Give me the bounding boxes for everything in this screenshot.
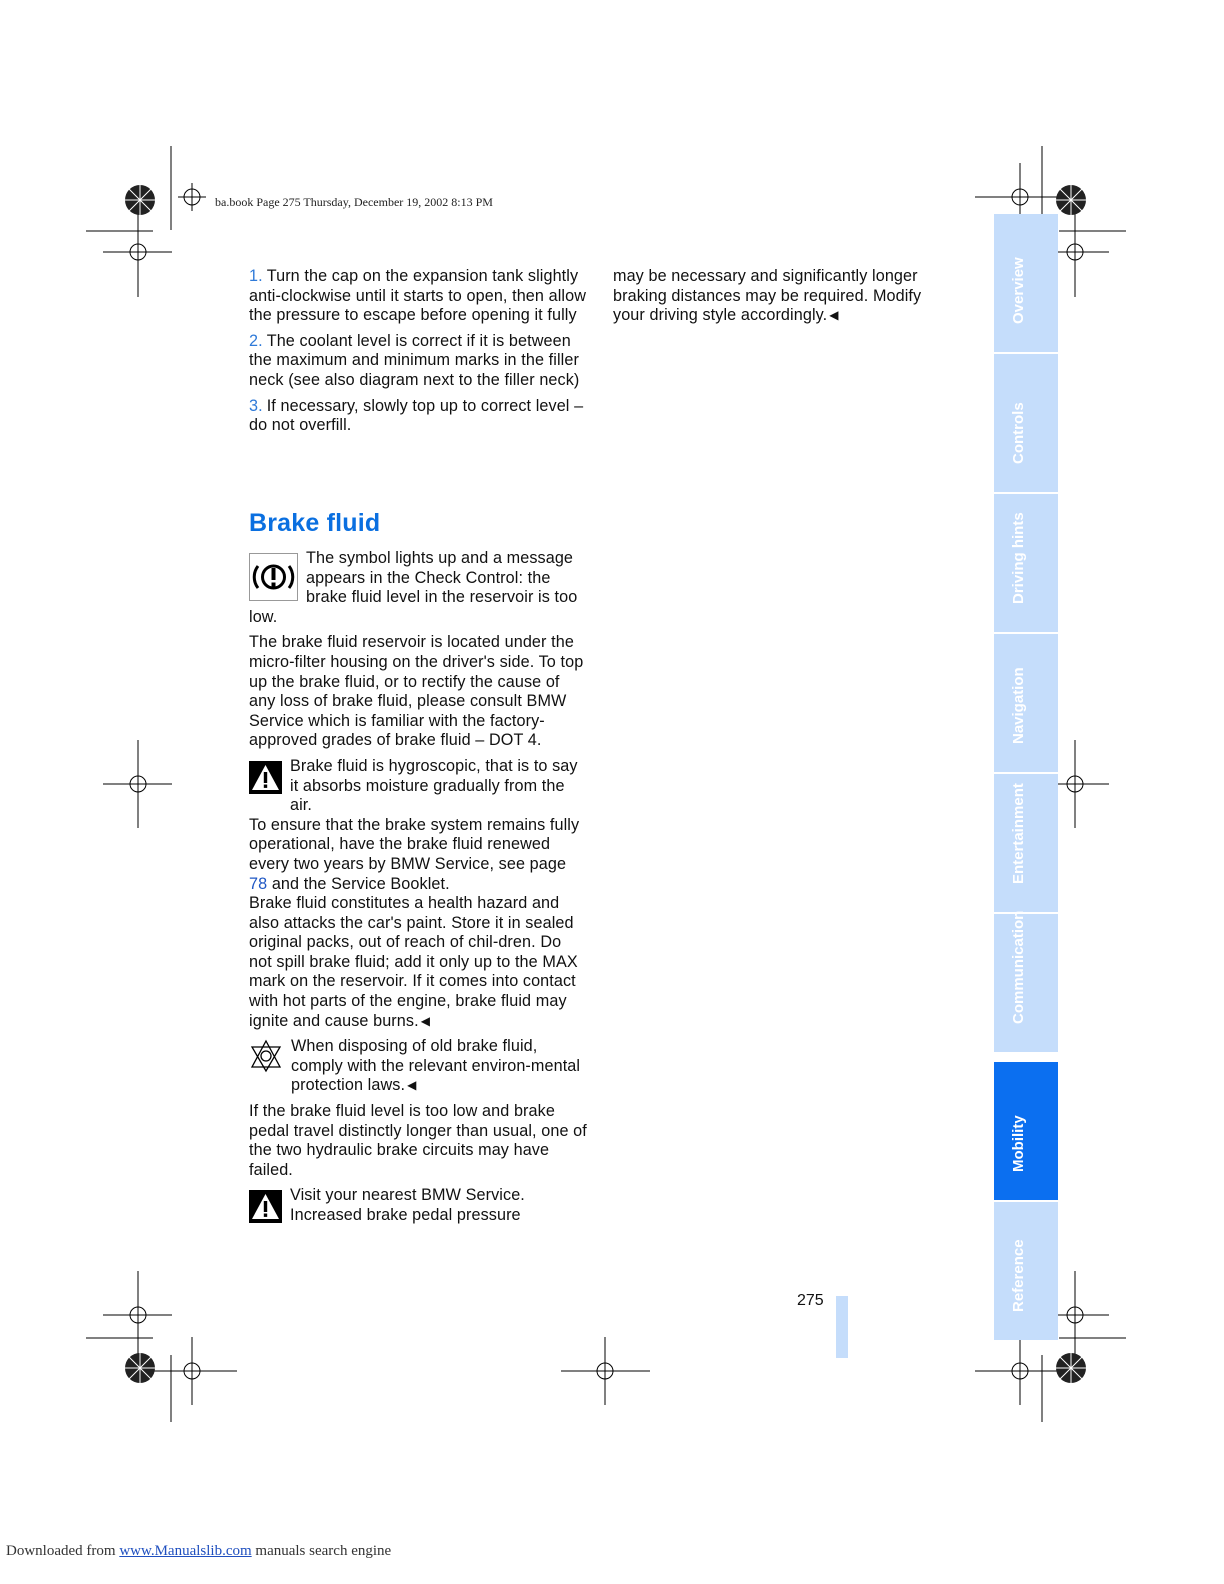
download-footer: Downloaded from www.Manualslib.com manuals search engine: [6, 1543, 392, 1559]
right-column-text: may be necessary and significantly longer braking distances may be required. Modify your driving style accordingly. ◀: [613, 267, 922, 325]
warning-note-2: Visit your nearest BMW Service. Increased brake pedal pressure: [249, 1186, 587, 1225]
tab-reference[interactable]: Reference: [994, 1202, 1058, 1340]
warning-triangle-icon: [249, 761, 282, 800]
section-title: Brake fluid: [249, 509, 381, 537]
print-header: ba.book Page 275 Thursday, December 19, 2002 8:13 PM: [215, 195, 493, 209]
brake-fluid-body: [249, 549, 587, 1232]
tab-entertainment[interactable]: Entertainment: [994, 774, 1058, 912]
warning-1-text-c: Brake fluid constitutes a health hazard and also attacks the car's paint. Store it in sealed original packs, out of reach of chil-dren. Do not spill brake fluid; add it only up to the MAX mark on the reservoir. If it comes into contact with hot parts of the engine, brake fluid may ignite and cause burns. ◀: [249, 894, 578, 1030]
recycle-icon: [249, 1039, 283, 1079]
failure-paragraph: If the brake fluid level is too low and brake pedal travel distinctly longer than usual, one of the two hydraulic brake circuits may have failed.: [249, 1102, 587, 1179]
step-1: 1. Turn the cap on the expansion tank slightly anti-clockwise until it starts to open, then allow the pressure to escape before opening it fully: [249, 267, 587, 325]
recycle-paragraph: When disposing of old brake fluid, comply with the relevant environ-mental protection laws. ◀: [249, 1037, 587, 1096]
warning-1-text-a: Brake fluid is hygroscopic, that is to say it absorbs moisture gradually from the air.: [290, 756, 578, 815]
right-column: [613, 267, 953, 332]
tab-communication[interactable]: Communication: [994, 914, 1058, 1052]
manualslib-link[interactable]: www.Manualslib.com: [119, 1543, 252, 1559]
tab-mobility[interactable]: Mobility: [994, 1062, 1058, 1200]
warning-triangle-icon: [249, 1190, 282, 1229]
page-number: 275: [797, 1292, 824, 1309]
end-marker-icon: ◀: [420, 1013, 431, 1028]
symbol-paragraph: The symbol lights up and a message appears in the Check Control: the brake fluid level in the reservoir is too low.: [249, 549, 578, 626]
tab-navigation[interactable]: Navigation: [994, 634, 1058, 772]
step-3: 3. If necessary, slowly top up to correct level – do not overfill.: [249, 396, 584, 435]
warning-1-text-b: To ensure that the brake system remains fully operational, have the brake fluid renewed every two years by BMW Service, see page 78 and the Service Booklet.: [249, 815, 580, 893]
end-marker-icon: ◀: [829, 308, 839, 323]
brake-warning-symbol-icon: [249, 553, 298, 607]
step-2: 2. The coolant level is correct if it is between the maximum and minimum marks in the filler neck (see also diagram next to the filler neck): [249, 331, 580, 389]
page-78-link[interactable]: 78: [249, 874, 268, 893]
page-number-bar: [836, 1296, 848, 1358]
tab-overview[interactable]: Overview: [994, 214, 1058, 352]
warning-note-1: [249, 757, 587, 1031]
steps-block: [249, 267, 587, 442]
tab-driving-hints[interactable]: Driving hints: [994, 494, 1058, 632]
reservoir-paragraph: The brake fluid reservoir is located under the micro-filter housing on the driver's side. To top up the brake fluid, or to rectify the cause of any loss of brake fluid, please consult BMW Service which is familiar with the factory-approved grades of brake fluid – DOT 4.: [249, 633, 584, 750]
tab-controls[interactable]: Controls: [994, 354, 1058, 492]
end-marker-icon: ◀: [407, 1078, 417, 1093]
